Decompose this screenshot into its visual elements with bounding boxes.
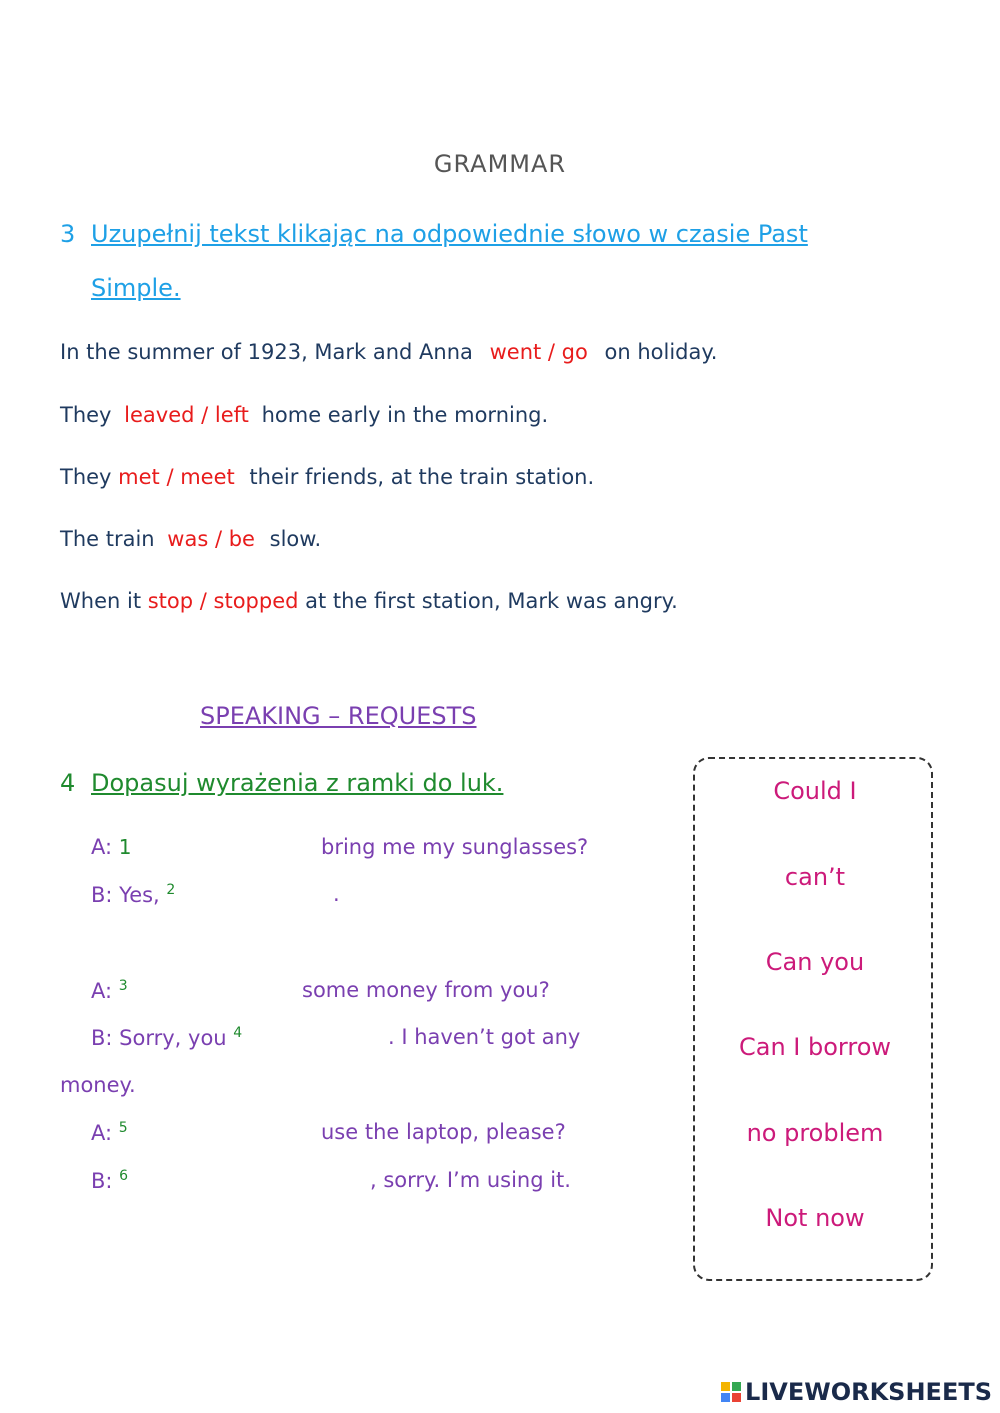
logo-square bbox=[721, 1393, 730, 1402]
sentence-text: their friends, at the train station. bbox=[242, 465, 595, 489]
sentence-text: They bbox=[60, 403, 119, 427]
speaker-label: A: bbox=[91, 979, 119, 1003]
exercise-4-instruction: Dopasuj wyrażenia z ramki do luk. bbox=[91, 769, 504, 797]
gap-6-number: 6 bbox=[119, 1168, 129, 1184]
verb-choice-5[interactable]: stop / stopped bbox=[147, 589, 299, 613]
speaker-label: A: bbox=[91, 835, 119, 859]
exercise-4-heading bbox=[60, 769, 75, 797]
sentence-text: The train bbox=[60, 527, 162, 551]
sentence-text: In the summer of 1923, Mark and Anna bbox=[60, 340, 480, 364]
word-box-item: Can I borrow bbox=[738, 1033, 892, 1061]
speaking-section-title: SPEAKING – REQUESTS bbox=[200, 702, 477, 730]
dialogue-line-1 bbox=[91, 835, 131, 859]
exercise-3-instruction-line-1: Uzupełnij tekst klikając na odpowiednie słowo w czasie Past bbox=[91, 220, 808, 248]
verb-choice-3[interactable]: met / meet bbox=[118, 465, 235, 489]
sentence-text: They bbox=[60, 465, 119, 489]
dialogue-text: , sorry. I’m using it. bbox=[370, 1168, 571, 1192]
gap-4-input[interactable] bbox=[272, 1023, 384, 1055]
word-box-item: Could I bbox=[773, 777, 857, 805]
verb-choice-1[interactable]: went / go bbox=[489, 340, 588, 364]
sentence-text: slow. bbox=[262, 527, 322, 551]
sentence-4 bbox=[60, 527, 321, 551]
speaker-label: B: Yes, bbox=[91, 883, 167, 907]
gap-6-input[interactable] bbox=[140, 1166, 365, 1198]
sentence-text: on holiday. bbox=[597, 340, 718, 364]
logo-square bbox=[732, 1393, 741, 1402]
dialogue-line-4 bbox=[91, 1025, 242, 1050]
sentence-5 bbox=[60, 589, 678, 613]
speaker-label: B: Sorry, you bbox=[91, 1026, 234, 1050]
word-box bbox=[693, 757, 933, 1281]
exercise-3-heading bbox=[60, 220, 75, 248]
gap-1-input[interactable] bbox=[150, 832, 315, 864]
gap-2-number: 2 bbox=[166, 882, 176, 898]
dialogue-text: use the laptop, please? bbox=[321, 1120, 566, 1144]
liveworksheets-logo bbox=[721, 1378, 992, 1406]
logo-text: LIVEWORKSHEETS bbox=[745, 1378, 992, 1406]
sentence-3 bbox=[60, 465, 594, 489]
word-box-item: Can you bbox=[765, 948, 865, 976]
exercise-3-instruction-line-2: Simple. bbox=[91, 274, 181, 302]
sentence-text: home early in the morning. bbox=[254, 403, 549, 427]
word-box-item: can’t bbox=[784, 863, 846, 891]
speaker-label: B: bbox=[91, 1169, 120, 1193]
dialogue-line-3 bbox=[91, 978, 128, 1003]
gap-3-number: 3 bbox=[118, 978, 128, 994]
sentence-2 bbox=[60, 403, 548, 427]
dialogue-text: some money from you? bbox=[302, 978, 550, 1002]
dialogue-text: bring me my sunglasses? bbox=[321, 835, 589, 859]
gap-2-input[interactable] bbox=[195, 880, 330, 912]
page-title: GRAMMAR bbox=[433, 150, 567, 178]
sentence-text: at the first station, Mark was angry. bbox=[298, 589, 678, 613]
speaker-label: A: bbox=[91, 1121, 119, 1145]
dialogue-text: . bbox=[333, 882, 340, 906]
sentence-1 bbox=[60, 340, 718, 364]
exercise-number: 3 bbox=[60, 220, 76, 248]
logo-square bbox=[732, 1382, 741, 1391]
gap-3-input[interactable] bbox=[140, 976, 295, 1008]
logo-square bbox=[721, 1382, 730, 1391]
word-box-item: no problem bbox=[746, 1119, 884, 1147]
gap-1-number: 1 bbox=[118, 835, 132, 859]
verb-choice-2[interactable]: leaved / left bbox=[124, 403, 249, 427]
word-box-item: Not now bbox=[765, 1204, 865, 1232]
dialogue-text-continued: money. bbox=[60, 1073, 136, 1097]
gap-5-input[interactable] bbox=[140, 1118, 315, 1150]
dialogue-line-5 bbox=[91, 1120, 128, 1145]
verb-choice-4[interactable]: was / be bbox=[167, 527, 255, 551]
dialogue-text: . I haven’t got any bbox=[388, 1025, 581, 1049]
sentence-text: When it bbox=[60, 589, 148, 613]
dialogue-line-6 bbox=[91, 1168, 128, 1193]
gap-4-number: 4 bbox=[233, 1025, 243, 1041]
exercise-number: 4 bbox=[60, 769, 76, 797]
dialogue-line-2 bbox=[91, 882, 175, 907]
gap-5-number: 5 bbox=[118, 1120, 128, 1136]
liveworksheets-logo-icon bbox=[721, 1382, 741, 1402]
